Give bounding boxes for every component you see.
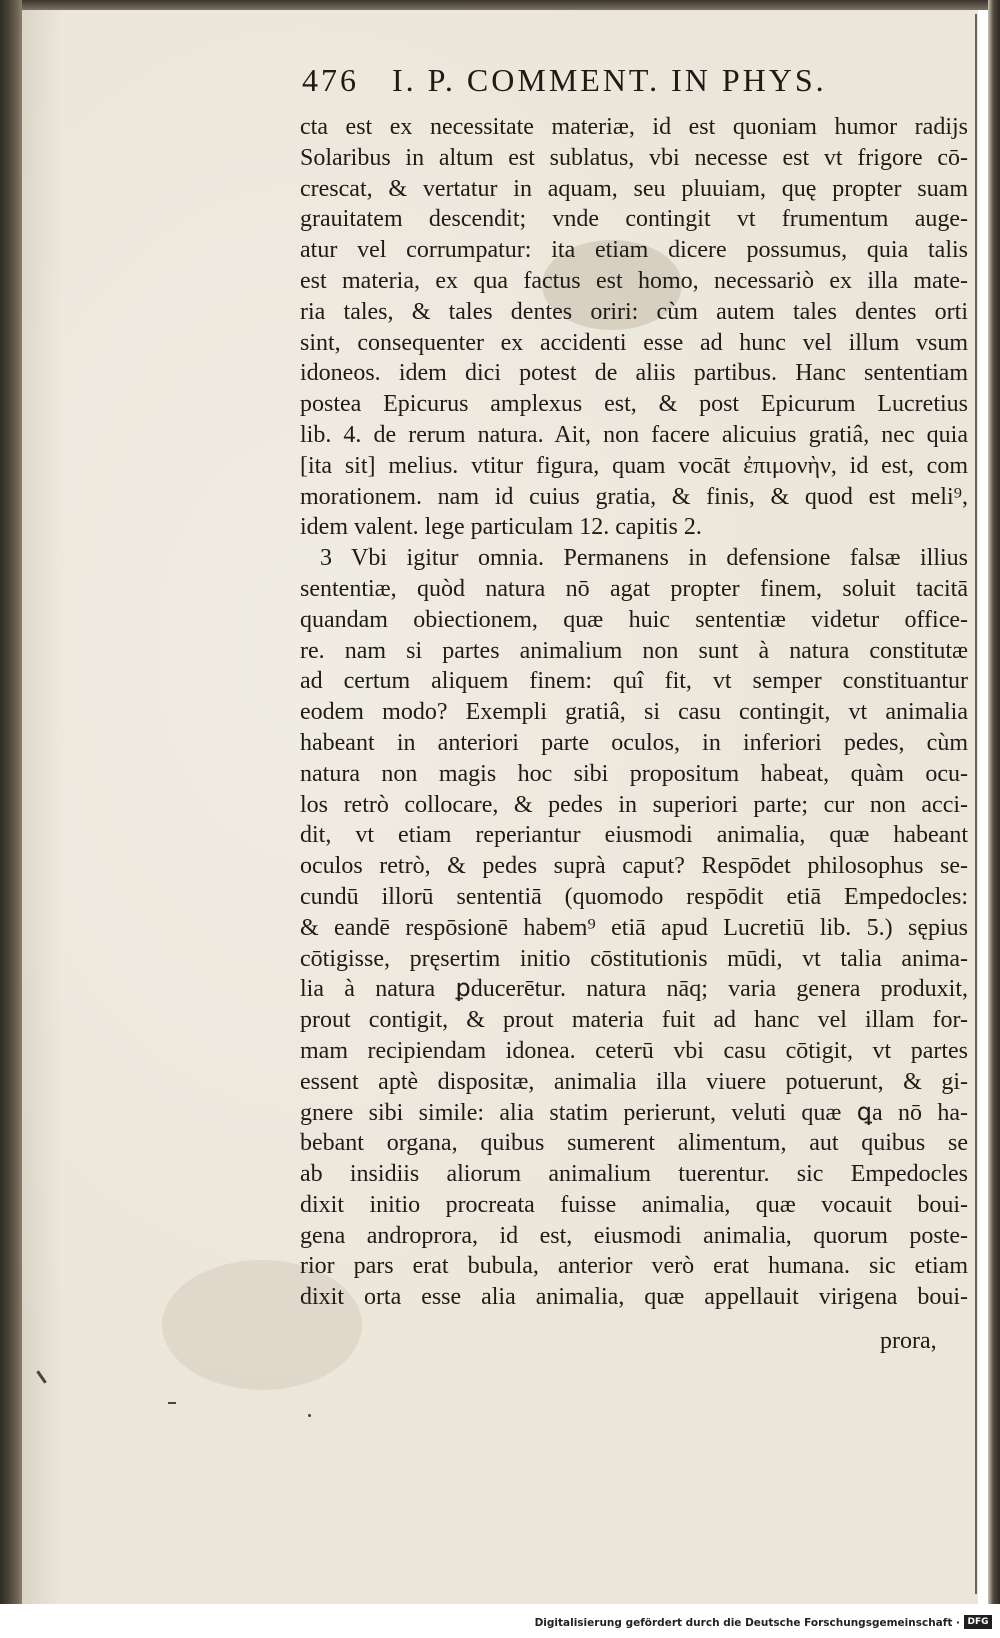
- text-line: oculos retrò, & pedes suprà caput? Respōdet philosophus se-: [300, 853, 968, 880]
- running-title: I. P. COMMENT. IN PHYS.: [392, 62, 827, 98]
- text-line: habeant in anteriori parte oculos, in inferiori pedes, cùm: [300, 729, 968, 756]
- text-line: rior pars erat bubula, anterior verò erat humana. sic etiam: [300, 1253, 968, 1280]
- digitization-footer: [0, 1604, 1000, 1638]
- text-line: [ita sit] melius. vtitur figura, quam vocāt ἐπιμονὴν, id est, com: [300, 452, 968, 479]
- text-line: ad certum aliquem finem: quî fit, vt semper constituantur: [300, 668, 968, 695]
- text-line: lia à natura ꝑducerētur. natura nāq; varia genera produxit,: [300, 976, 968, 1003]
- text-line: prout contigit, & prout materia fuit ad hanc vel illam for-: [300, 1007, 968, 1034]
- ink-speck: [168, 1402, 176, 1404]
- text-line: postea Epicurus amplexus est, & post Epicurum Lucretius: [300, 391, 968, 418]
- text-line: ab insidiis aliorum animalium tuerentur. sic Empedocles: [300, 1161, 968, 1188]
- text-line: lib. 4. de rerum natura. Ait, non facere alicuius gratiâ, nec quia: [300, 421, 968, 448]
- text-line: eodem modo? Exempli gratiâ, si casu contingit, vt animalia: [300, 699, 968, 726]
- text-line: est materia, ex qua factus est homo, necessariò ex illa mate-: [300, 267, 968, 294]
- text-line: ria tales, & tales dentes oriri: cùm autem tales dentes orti: [300, 298, 968, 325]
- running-header: [302, 62, 902, 108]
- text-line: dixit orta esse alia animalia, quæ appellauit virigena boui-: [300, 1284, 968, 1311]
- text-line: sint, consequenter ex accidenti esse ad hunc vel illum vsum: [300, 329, 968, 356]
- text-line: idem valent. lege particulam 12. capitis 2.: [300, 514, 702, 541]
- text-line: grauitatem descendit; vnde contingit vt frumentum auge-: [300, 206, 968, 233]
- text-line: idoneos. idem dici potest de aliis partibus. Hanc sententiam: [300, 360, 968, 387]
- book-binding-edge: [0, 0, 22, 1604]
- text-line: los retrò collocare, & pedes in superiori parte; cur non acci-: [300, 791, 968, 818]
- page-right-edge: [988, 0, 1000, 1604]
- commentary-text: [300, 112, 968, 1313]
- text-line: cōtigisse, pręsertim initio cōstitutionis mūdi, vt talia anima-: [300, 945, 968, 972]
- text-line: gena androprora, id est, eiusmodi animalia, quorum poste-: [300, 1222, 968, 1249]
- text-line: essent aptè dispositæ, animalia illa viuere potuerunt, & gi-: [300, 1068, 968, 1095]
- text-line: morationem. nam id cuius gratia, & finis, & quod est meli⁹,: [300, 483, 968, 510]
- page-number: 476: [302, 62, 359, 98]
- text-line: sententiæ, quòd natura nō agat propter finem, soluit tacitā: [300, 575, 968, 602]
- text-line: crescat, & vertatur in aquam, seu pluuiam, quę propter suam: [300, 175, 968, 202]
- text-line: gnere sibi simile: alia statim perierunt, veluti quæ ꝗa nō ha-: [300, 1099, 968, 1126]
- catchword: prora,: [880, 1328, 937, 1354]
- page-right-rule: [975, 14, 977, 1594]
- text-line: Solaribus in altum est sublatus, vbi necesse est vt frigore cō-: [300, 144, 968, 171]
- text-line: dixit initio procreata fuisse animalia, quæ vocauit boui-: [300, 1191, 968, 1218]
- text-line: re. nam si partes animalium non sunt à natura constitutæ: [300, 637, 968, 664]
- text-line: natura non magis hoc sibi propositum habeat, quàm ocu-: [300, 760, 968, 787]
- text-line: cta est ex necessitate materiæ, id est quoniam humor radijs: [300, 114, 968, 140]
- text-line: quandam obiectionem, quæ huic sententiæ videtur office-: [300, 606, 968, 633]
- text-line: atur vel corrumpatur: ita etiam dicere possumus, quia talis: [300, 237, 968, 264]
- text-line: cundū illorū sententiā (quomodo respōdit etiā Empedocles:: [300, 883, 968, 910]
- text-line: mam recipiendam idonea. ceterū vbi casu cōtigit, vt partes: [300, 1037, 968, 1064]
- text-line: & eandē respōsionē habem⁹ etiā apud Lucretiū lib. 5.) sępius: [300, 914, 968, 941]
- dfg-logo-icon: DFG: [964, 1615, 992, 1629]
- text-line: bebant organa, quibus sumerent alimentum, aut quibus se: [300, 1130, 968, 1157]
- funding-credit: Digitalisierung gefördert durch die Deutsche Forschungsgemeinschaft ·: [534, 1617, 960, 1629]
- text-line: 3 Vbi igitur omnia. Permanens in defensione falsæ illius: [320, 545, 968, 572]
- text-line: dit, vt etiam reperiantur eiusmodi animalia, quæ habeant: [300, 822, 968, 849]
- ink-speck: [308, 1414, 311, 1417]
- page-top-edge: [0, 0, 1000, 10]
